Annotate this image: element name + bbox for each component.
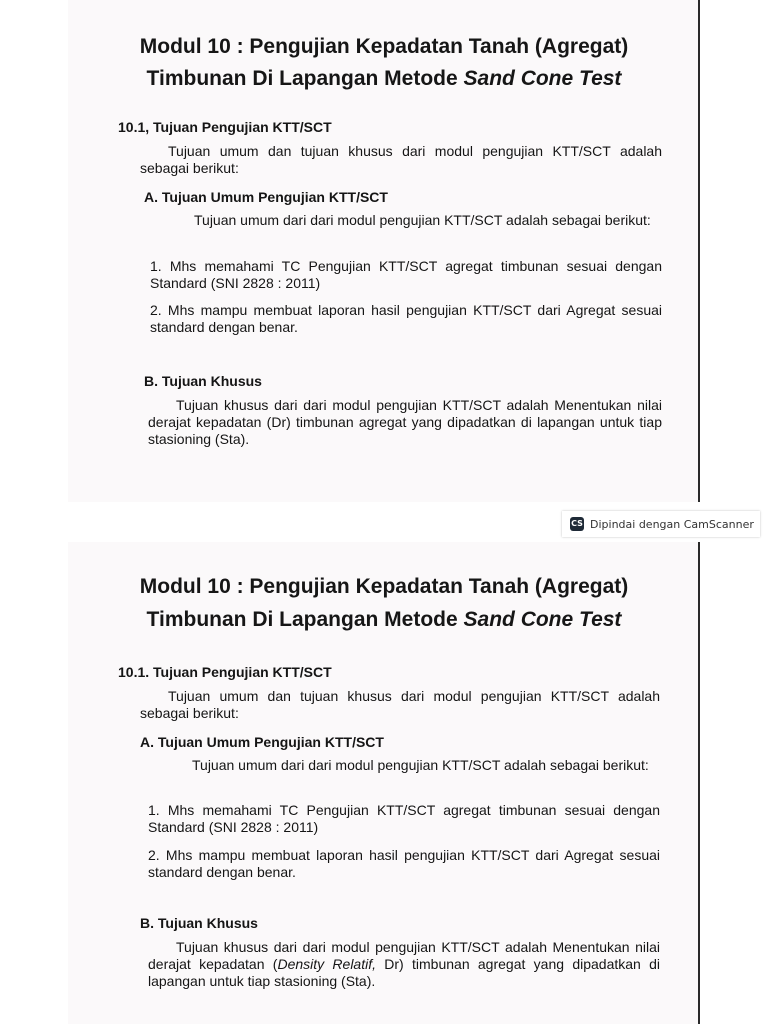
module-title-line2: Timbunan Di Lapangan Metode Sand Cone Test: [146, 67, 622, 90]
module-title-line1: Modul 10 : Pengujian Kepadatan Tanah (Agregat): [139, 575, 629, 598]
intro-paragraph: Tujuan umum dan tujuan khusus dari modul pengujian KTT/SCT adalah sebagai berikut:: [140, 143, 662, 176]
subsection-b-text: Tujuan khusus dari dari modul pengujian KTT/SCT adalah Menentukan nilai derajat kepadatan (Dr) timbunan agregat yang dipadatkan di lapangan untuk tiap stasioning (Sta).: [148, 397, 662, 447]
scanned-page-1: [68, 0, 700, 502]
list-item-1: 1. Mhs memahami TC Pengujian KTT/SCT agregat timbunan sesuai dengan Standard (SNI 2828 : 2011): [150, 258, 662, 291]
list-item-2: 2. Mhs mampu membuat laporan hasil pengujian KTT/SCT dari Agregat sesuai standard dengan benar.: [150, 302, 662, 335]
subsection-a-heading: A. Tujuan Umum Pengujian KTT/SCT: [140, 734, 384, 750]
list-item-2: 2. Mhs mampu membuat laporan hasil pengujian KTT/SCT dari Agregat sesuai standard dengan benar.: [148, 847, 660, 880]
scanned-page-2: [68, 542, 700, 1024]
subsection-b-text: Tujuan khusus dari dari modul pengujian KTT/SCT adalah Menentukan nilai derajat kepadatan (Density Relatif, Dr) timbunan agregat yang dipadatkan di lapangan untuk tiap stasioning (Sta).: [148, 939, 661, 989]
camscanner-watermark: [562, 511, 760, 537]
subsection-b-heading: B. Tujuan Khusus: [140, 915, 258, 931]
module-title-line2: Timbunan Di Lapangan Metode Sand Cone Test: [146, 608, 622, 631]
section-heading: 10.1, Tujuan Pengujian KTT/SCT: [118, 119, 332, 135]
subsection-a-text: Tujuan umum dari dari modul pengujian KTT/SCT adalah sebagai berikut:: [192, 757, 649, 773]
camscanner-logo-icon: CS: [570, 517, 584, 531]
list-item-1: 1. Mhs memahami TC Pengujian KTT/SCT agregat timbunan sesuai dengan Standard (SNI 2828 : 2011): [148, 802, 660, 835]
subsection-b-heading: B. Tujuan Khusus: [144, 373, 262, 389]
section-heading: 10.1. Tujuan Pengujian KTT/SCT: [118, 664, 332, 680]
module-title-line1: Modul 10 : Pengujian Kepadatan Tanah (Agregat): [139, 35, 629, 58]
scanner-label: Dipindai dengan CamScanner: [590, 517, 754, 531]
intro-paragraph: Tujuan umum dan tujuan khusus dari modul pengujian KTT/SCT adalah sebagai berikut:: [140, 688, 660, 721]
subsection-a-text: Tujuan umum dari dari modul pengujian KTT/SCT adalah sebagai berikut:: [194, 212, 651, 228]
subsection-a-heading: A. Tujuan Umum Pengujian KTT/SCT: [144, 189, 388, 205]
